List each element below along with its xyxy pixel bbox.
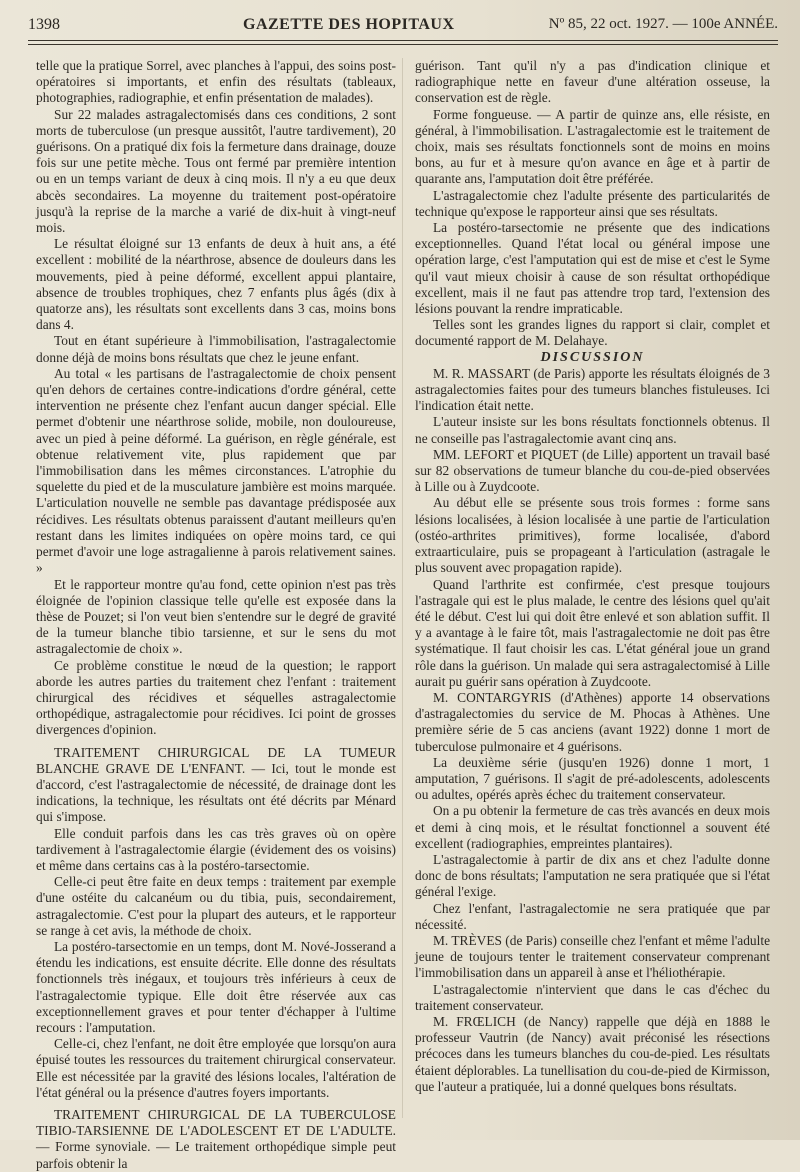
page-number: 1398 (28, 16, 60, 33)
paragraph: La deuxième série (jusqu'en 1926) donne 1 mort, 1 amputation, 7 guérisons. Il s'agit de pré-adolescents, adolescents ou adultes, opérés après échec du traitement conservateur. (415, 754, 770, 803)
column-divider (402, 58, 403, 1118)
journal-title: GAZETTE DES HOPITAUX (243, 16, 455, 33)
paragraph: La postéro-tarsectomie ne présente que des indications exceptionnelles. Quand l'état local ou général impose une opération large, c'est l'amputation qui est de mise et c'est le Syme qu'il vaut mieux choisir à cause de son résultat orthopédique excellent, mais il ne faut pas attendre trop tard, l'extension des lésions pouvant la rendre impraticable. (415, 220, 770, 317)
paragraph: TRAITEMENT CHIRURGICAL DE LA TUBERCULOSE TIBIO-TARSIENNE DE L'ADOLESCENT ET DE L'ADULTE. — Forme synoviale. — Le traitement orthopédique simple peut parfois obtenir la (36, 1107, 396, 1171)
paragraph: Et le rapporteur montre qu'au fond, cette opinion n'est pas très éloignée de l'opinion classique telle qu'elle est exposée dans la thèse de Pouzet; si l'on veut bien s'entendre sur le degré de gravité de la tumeur blanche tibio tarsienne, et sur le sens du mot astragalectomie de choix ». (36, 576, 396, 657)
paragraph: Sur 22 malades astragalectomisés dans ces conditions, 2 sont morts de tuberculose (un presque aussitôt, l'autre tardivement), 20 guérisons. On a pratiqué dix fois la fermeture dans drainage, douze fois sur une petite mèche. Tous ont fermé par première intention ou en un temps variant de deux à cinq mois. Il n'y a eu que deux abcès secondaires. La moyenne du traitement post-opératoire jusqu'à la reprise de la marche a varié de dix-huit à vingt-neuf mois. (36, 106, 396, 236)
paragraph: M. FRŒLICH (de Nancy) rappelle que déjà en 1888 le professeur Vautrin (de Nancy) avait préconisé les résections précoces dans les tumeurs blanches du cou-de-pied. Les résultats étaient déplorables. La tunellisation du cou-de-pied de Kirmisson, que l'auteur a pratiquée, lui a donné quelques bons résultats. (415, 1013, 770, 1094)
paragraph: La postéro-tarsectomie en un temps, dont M. Nové-Josserand a étendu les indications, est ensuite décrite. Elle donne des résultats fonctionnels très inégaux, et toujours très inférieurs à ceux de l'astragalectomie typique. Elle doit être réservée aux cas exceptionnellement graves et pour tenter d'échapper à l'ultime recours : l'amputation. (36, 938, 396, 1035)
section-heading: DISCUSSION (540, 349, 645, 365)
paragraph: TRAITEMENT CHIRURGICAL DE LA TUMEUR BLANCHE GRAVE DE L'ENFANT. — Ici, tout le monde est d'accord, c'est l'astragalectomie de nécessité, de drainage dont les indications, la technique, les résultats ont été décrits par Ménard qui s'impose. (36, 744, 396, 825)
paragraph: Telles sont les grandes lignes du rapport si clair, complet et documenté rapport de M. Delahaye. (415, 317, 770, 349)
paragraph: guérison. Tant qu'il n'y a pas d'indication clinique et radiographique nette en faveur d'une altération osseuse, la conservation est de règle. (415, 58, 770, 106)
page-header (28, 12, 778, 42)
paragraph: Elle conduit parfois dans les cas très graves où on opère tardivement à l'astragalectomie élargie (évidement des os voisins) et même dans certains cas à la postéro-tarsectomie. (36, 825, 396, 873)
paragraph: MM. LEFORT et PIQUET (de Lille) apportent un travail basé sur 82 observations de tumeur blanche du cou-de-pied observées à Lille ou à Zuydcoote. (415, 446, 770, 495)
header-rule-top (28, 40, 778, 41)
header-rule-bottom (28, 44, 778, 45)
paragraph: Chez l'enfant, l'astragalectomie ne sera pratiquée que par nécessité. (415, 900, 770, 932)
paragraph: Ce problème constitue le nœud de la question; le rapport aborde les autres parties du traitement chez l'enfant : traitement chirurgical des récidives et séquelles astragalectomie orthopédique, astragalectomie pour récidives. Ici point de grosses divergences d'opinion. (36, 657, 396, 738)
right-column (415, 58, 770, 1095)
paragraph: Le résultat éloigné sur 13 enfants de deux à huit ans, a été excellent : mobilité de la néarthrose, absence de douleurs dans les mouvements, pied à peine déformé, excellent appui plantaire, absence de troubles trophiques, chez 7 enfants plus âgés (dix à quatorze ans), les résultats sont excellents dans 3 cas, moins bons dans 4. (36, 236, 396, 333)
paragraph: L'auteur insiste sur les bons résultats fonctionnels obtenus. Il ne conseille pas l'astragalectomie avant cinq ans. (415, 414, 770, 446)
paragraph: M. TRÈVES (de Paris) conseille chez l'enfant et même l'adulte jeune de toujours tenter le traitement conservateur comprenant l'immobilisation dans un appareil à anse et l'héliothérapie. (415, 932, 771, 981)
paragraph: Au total « les partisans de l'astragalectomie de choix pensent qu'en dehors de certaines contre-indications d'ordre général, cette intervention ne présente chez l'enfant aucun danger spécial. Elle permet d'obtenir une néarthrose solide, mobile, non douloureuse, avec un pied à peine déformé. La guérison, en règle générale, est obtenue relativement vite, plus rapidement que par l'immobilisation dans les mêmes circonstances. L'atrophie du squelette du pied et de la musculature jambière est moins marquée. L'articulation nouvelle ne semble pas davantage prédisposée aux récidives. Les résultats obtenus paraissent d'autant meilleurs qu'en restant dans les limites indiquées on opère moins tard, ce qui permet d'avoir une loge astragalienne à parois relativement saines. » (36, 365, 396, 576)
paragraph: Forme fongueuse. — A partir de quinze ans, elle résiste, en général, à l'immobilisation. L'astragalectomie est le traitement de choix, mais ses résultats fonctionnels sont de moins en moins bons, au fur et à mesure qu'on avance en âge et à partir de quarante ans, l'amputation doit être préférée. (415, 106, 770, 187)
paragraph: L'astragalectomie chez l'adulte présente des particularités de technique qu'expose le rapporteur ainsi que ses résultats. (415, 187, 770, 219)
paragraph: Celle-ci, chez l'enfant, ne doit être employée que lorsqu'on aura épuisé toutes les ressources du traitement chirurgical conservateur. Elle est nécessitée par la gravité des lésions locales, l'altération de l'état général ou la présence d'autres foyers importants. (36, 1036, 396, 1100)
paragraph: telle que la pratique Sorrel, avec planches à l'appui, des soins post-opératoires si importants, et enfin des résultats (tableaux, photographies, radiographie, et enfin présentation de malades). (36, 58, 396, 106)
paragraph: L'astragalectomie n'intervient que dans le cas d'échec du traitement conservateur. (415, 981, 770, 1013)
paragraph: Celle-ci peut être faite en deux temps : traitement par exemple d'une ostéite du calcanéum ou du tibia, puis, secondairement, astragalectomie. C'est pour la plupart des auteurs, et le rapporteur se range à cet avis, la méthode de choix. (36, 874, 396, 938)
paragraph: Tout en étant supérieure à l'immobilisation, l'astragalectomie donne déjà de moins bons résultats que chez le jeune enfant. (36, 333, 396, 365)
paragraph: Quand l'arthrite est confirmée, c'est presque toujours l'astragale qui est le plus malade, le centre des lésions quel qu'ait été le début. C'est lui qui doit être enlevé et son ablation suffit. Il y a avantage à le faire tôt, mais l'astragalectomie ne doit pas être systématique. Il faut choisir les cas. L'état général joue un grand rôle dans la guérison. Un malade qui sera astragalectomisé à Lille aurait pu guérir sans opération à Zuydcoote. (415, 576, 770, 689)
paragraph: M. CONTARGYRIS (d'Athènes) apporte 14 observations d'astragalectomies du service de M. Phocas à Athènes. Une première série de 5 cas anciens (avant 1922) donne 1 mort de tuberculose pulmonaire et 4 guérisons. (415, 689, 770, 754)
paragraph: On a pu obtenir la fermeture de cas très avancés en deux mois et demi à cinq mois, et le résultat fonctionnel a souvent été excellent (radiographies, empreintes plantaires). (415, 803, 770, 851)
paragraph: L'astragalectomie à partir de dix ans et chez l'adulte donne donc de bons résultats; l'amputation ne sera pratiquée que si l'état général l'exige. (415, 851, 770, 900)
issue-info: Nº 85, 22 oct. 1927. — 100e ANNÉE. (548, 16, 778, 32)
paragraph: Au début elle se présente sous trois formes : forme sans lésions localisées, à lésion localisée à une partie de l'articulation (ostéo-arthrites primitives), forme localisée, d'abord extraarticulaire, puis se propageant à l'articulation (astragale le plus souvent avec propagation rapide). (415, 495, 770, 576)
left-column (36, 58, 396, 1172)
paragraph: M. R. MASSART (de Paris) apporte les résultats éloignés de 3 astragalectomies faites pour des tumeurs blanches fistuleuses. Ici l'indication était nette. (415, 365, 770, 414)
